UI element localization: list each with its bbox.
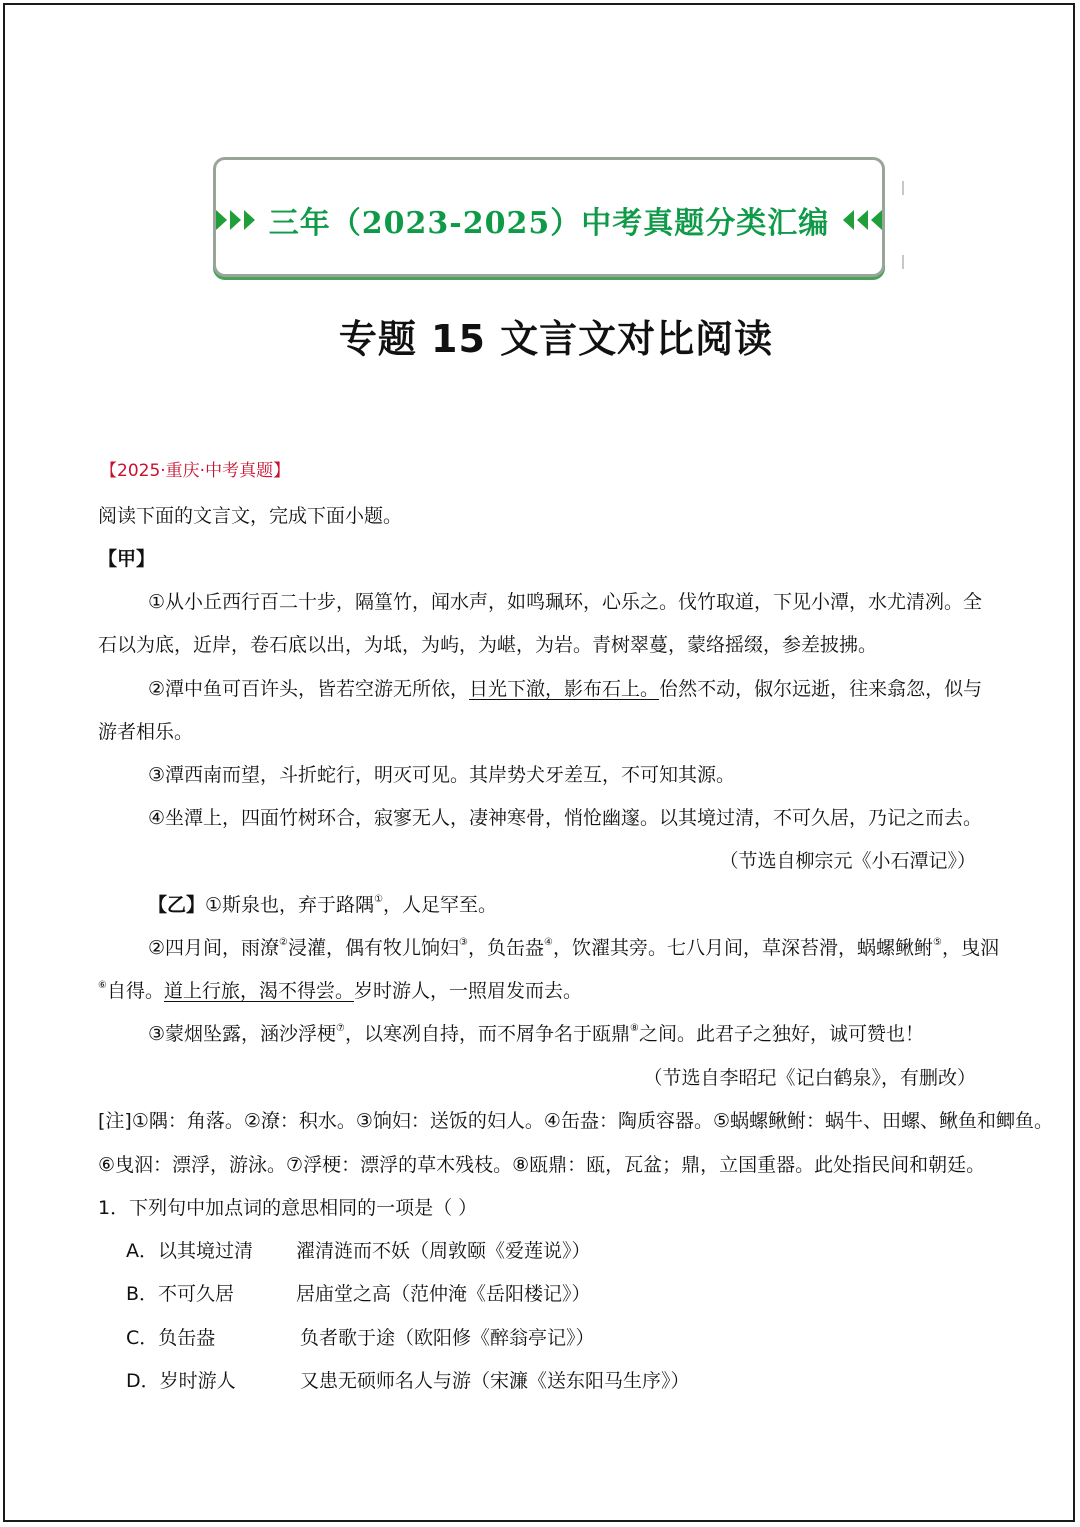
document-title: 专题 15 文言文对比阅读 — [338, 317, 774, 361]
passage-jia-paragraph-2: ②潭中鱼可百许头，皆若空游无所依，日光下澈，影布石上。佁然不动，俶尔远逝，往来翕忽，似与 — [148, 678, 983, 700]
triple-arrow-left-icon — [843, 210, 882, 230]
instruction-text: 阅读下面的文言文，完成下面小题。 — [98, 505, 403, 527]
banner-side-mark — [902, 255, 904, 269]
passage-yi-source: （节选自李昭玘《记白鹤泉》，有删改） — [643, 1067, 976, 1089]
passage-jia-paragraph-3: ③潭西南而望，斗折蛇行，明灭可见。其岸势犬牙差互，不可知其源。 — [148, 764, 736, 786]
option-c: C．负缶盎 负者歌于途（欧阳修《醉翁亭记》） — [126, 1327, 595, 1349]
passage-yi-label: 【乙】 — [148, 894, 206, 916]
passage-jia-source: （节选自柳宗元《小石潭记》） — [719, 850, 976, 872]
option-b: B．不可久居 居庙堂之高（范仲淹《岳阳楼记》） — [126, 1283, 591, 1305]
underlined-sentence: 道上行旅，渴不得尝。 — [163, 980, 354, 1002]
triple-arrow-right-icon — [216, 210, 255, 230]
banner-side-mark — [902, 181, 904, 195]
passage-jia-paragraph-1: ①从小丘西行百二十步，隔篁竹，闻水声，如鸣珮环，心乐之。伐竹取道，下见小潭，水尤清冽。全 — [148, 591, 983, 613]
banner-title: 三年（2023-2025）中考真题分类汇编 — [268, 206, 830, 241]
exam-source-tag: 【2025·重庆·中考真题】 — [100, 461, 291, 481]
option-d: D．岁时游人 又患无硕师名人与游（宋濂《送东阳马生序》） — [126, 1370, 690, 1392]
series-banner — [213, 157, 885, 277]
passage-yi-paragraph-2-cont: ⑥自得。道上行旅，渴不得尝。岁时游人，一照眉发而去。 — [98, 980, 583, 1002]
notes-line-2: ⑥曳泅：漂浮，游泳。⑦浮梗：漂浮的草木残枝。⑧瓯鼎：瓯，瓦盆；鼎，立国重器。此处指民间和朝廷。 — [98, 1154, 986, 1176]
option-a: A．以其境过清 濯清涟而不妖（周敦颐《爱莲说》） — [126, 1240, 591, 1262]
passage-yi-paragraph-3: ③蒙烟坠露，涵沙浮梗⑦，以寒冽自持，而不屑争名于瓯鼎⑧之间。此君子之独好，诚可赞也！ — [148, 1023, 925, 1045]
passage-jia-paragraph-1-cont: 石以为底，近岸，卷石底以出，为坻，为屿，为嵁，为岩。青树翠蔓，蒙络摇缀，参差披拂。 — [98, 634, 878, 656]
passage-yi-paragraph-2: ②四月间，雨潦②浸灌，偶有牧儿饷妇③，负缶盎④，饮濯其旁。七八月间，草深苔滑，蜗螺鳅鲋⑤，曳泅 — [148, 937, 999, 959]
question-stem: 1．下列句中加点词的意思相同的一项是（ ） — [98, 1197, 478, 1219]
passage-yi-paragraph-1: 【乙】①斯泉也，弃于路隅①，人足罕至。 — [148, 894, 498, 916]
passage-jia-paragraph-4: ④坐潭上，四面竹树环合，寂寥无人，凄神寒骨，悄怆幽邃。以其境过清，不可久居，乃记之而去。 — [148, 807, 983, 829]
underlined-sentence: 日光下澈，影布石上。 — [469, 678, 660, 700]
passage-jia-paragraph-2-cont: 游者相乐。 — [98, 721, 194, 743]
notes-line-1: [注]①隅：角落。②潦：积水。③饷妇：送饭的妇人。④缶盎：陶质容器。⑤蜗螺鳅鲋：蜗牛、田螺、鳅鱼和鲫鱼。 — [98, 1110, 1053, 1132]
passage-jia-label: 【甲】 — [98, 548, 156, 570]
